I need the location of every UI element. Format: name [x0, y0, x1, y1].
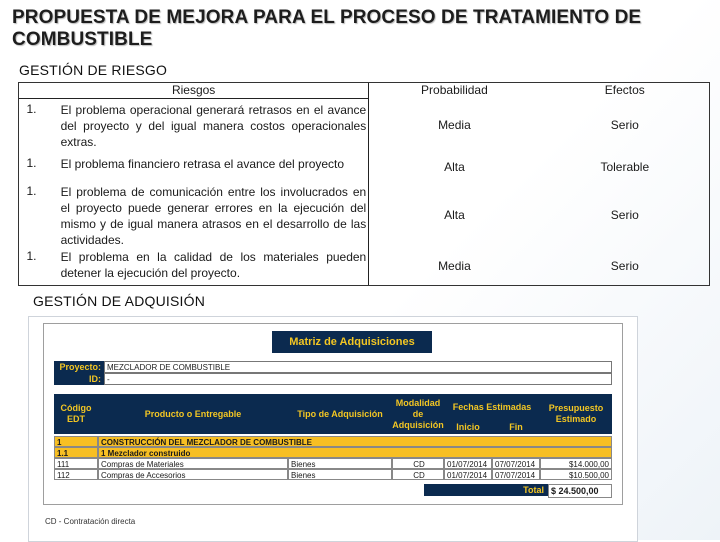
table-row	[54, 458, 612, 469]
risk-table-header	[19, 83, 711, 99]
matrix-title: Matriz de Adquisiciones	[272, 331, 432, 353]
row-type: Bienes	[288, 469, 392, 480]
row-code: 112	[54, 469, 98, 480]
probability-col-header: Probabilidad	[421, 82, 488, 97]
table-row	[19, 152, 711, 178]
table-row	[54, 447, 612, 458]
risk-description: El problema de comunicación entre los involucrados en el proyecto puede generar errores en la ejecución del mismo y de igual manera atrasos en el desarrollo de las actividades.	[61, 178, 369, 249]
effect-col-header: Efectos	[604, 82, 645, 97]
risk-number: 1.	[26, 249, 37, 264]
dates-col-header: Fechas Estimadas	[444, 394, 540, 420]
project-label: Proyecto:	[54, 361, 104, 373]
risk-probability: Media	[438, 259, 471, 274]
matrix-note: CD - Contratación directa	[45, 517, 136, 526]
row-budget: $14.000,00	[540, 458, 612, 469]
risk-probability: Alta	[444, 159, 465, 174]
risk-number: 1.	[26, 155, 37, 170]
row-code: 1	[54, 436, 98, 447]
row-end: 07/07/2014	[492, 469, 540, 480]
risk-probability: Media	[438, 117, 471, 132]
row-modality: CD	[392, 458, 444, 469]
risk-description: El problema en la calidad de los materiales pueden detener la ejecución del proyecto.	[61, 249, 369, 286]
row-product: Compras de Materiales	[98, 458, 288, 469]
row-product: Compras de Accesorios	[98, 469, 288, 480]
risk-description: El problema operacional generará retrasos en el avance del proyecto y del igual manera costos operacionales extras.	[61, 99, 369, 152]
risk-effect: Serio	[610, 117, 639, 132]
row-product: CONSTRUCCIÓN DEL MEZCLADOR DE COMBUSTIBLE	[98, 436, 612, 447]
budget-col-header: Presupuesto Estimado	[540, 394, 612, 434]
page-title: PROPUESTA DE MEJORA PARA EL PROCESO DE TRATAMIENTO DE COMBUSTIBLE	[12, 7, 642, 50]
acquisition-matrix	[43, 323, 623, 505]
row-code: 111	[54, 458, 98, 469]
table-row	[19, 99, 711, 152]
total-row	[424, 484, 612, 496]
row-code: 1.1	[54, 447, 98, 458]
risk-number: 1.	[26, 184, 37, 199]
id-label: ID:	[54, 373, 104, 385]
row-product: 1 Mezclador construido	[98, 447, 612, 458]
risk-effect: Serio	[610, 259, 639, 274]
table-row	[54, 469, 612, 480]
risk-col-header: Riesgos	[19, 83, 369, 99]
code-col-header: Código EDT	[54, 394, 98, 434]
risk-description: El problema financiero retrasa el avance del proyecto	[61, 152, 369, 178]
row-end: 07/07/2014	[492, 458, 540, 469]
row-start: 01/07/2014	[444, 458, 492, 469]
table-row	[54, 436, 612, 447]
row-type: Bienes	[288, 458, 392, 469]
product-col-header: Producto o Entregable	[98, 394, 288, 434]
modality-col-header: Modalidad de Adquisición	[392, 394, 444, 434]
row-start: 01/07/2014	[444, 469, 492, 480]
acquisition-matrix-image	[28, 316, 638, 542]
total-label: Total	[523, 485, 544, 495]
row-budget: $10.500,00	[540, 469, 612, 480]
risk-probability: Alta	[444, 208, 465, 223]
risk-table	[18, 82, 710, 286]
acquisition-section-heading: GESTIÓN DE ADQUISIÓN	[33, 293, 206, 309]
type-col-header: Tipo de Adquisición	[288, 394, 392, 434]
id-value: -	[104, 373, 612, 385]
project-value: MEZCLADOR DE COMBUSTIBLE	[104, 361, 612, 373]
risk-number: 1.	[26, 102, 37, 117]
table-row	[19, 178, 711, 249]
row-modality: CD	[392, 469, 444, 480]
total-value: $ 24.500,00	[548, 484, 612, 498]
risk-effect: Tolerable	[600, 159, 650, 174]
table-row	[19, 249, 711, 286]
risk-effect: Serio	[610, 208, 639, 223]
end-col-header: Fin	[492, 420, 540, 434]
start-col-header: Inicio	[444, 420, 492, 434]
risk-section-heading: GESTIÓN DE RIESGO	[19, 62, 168, 78]
